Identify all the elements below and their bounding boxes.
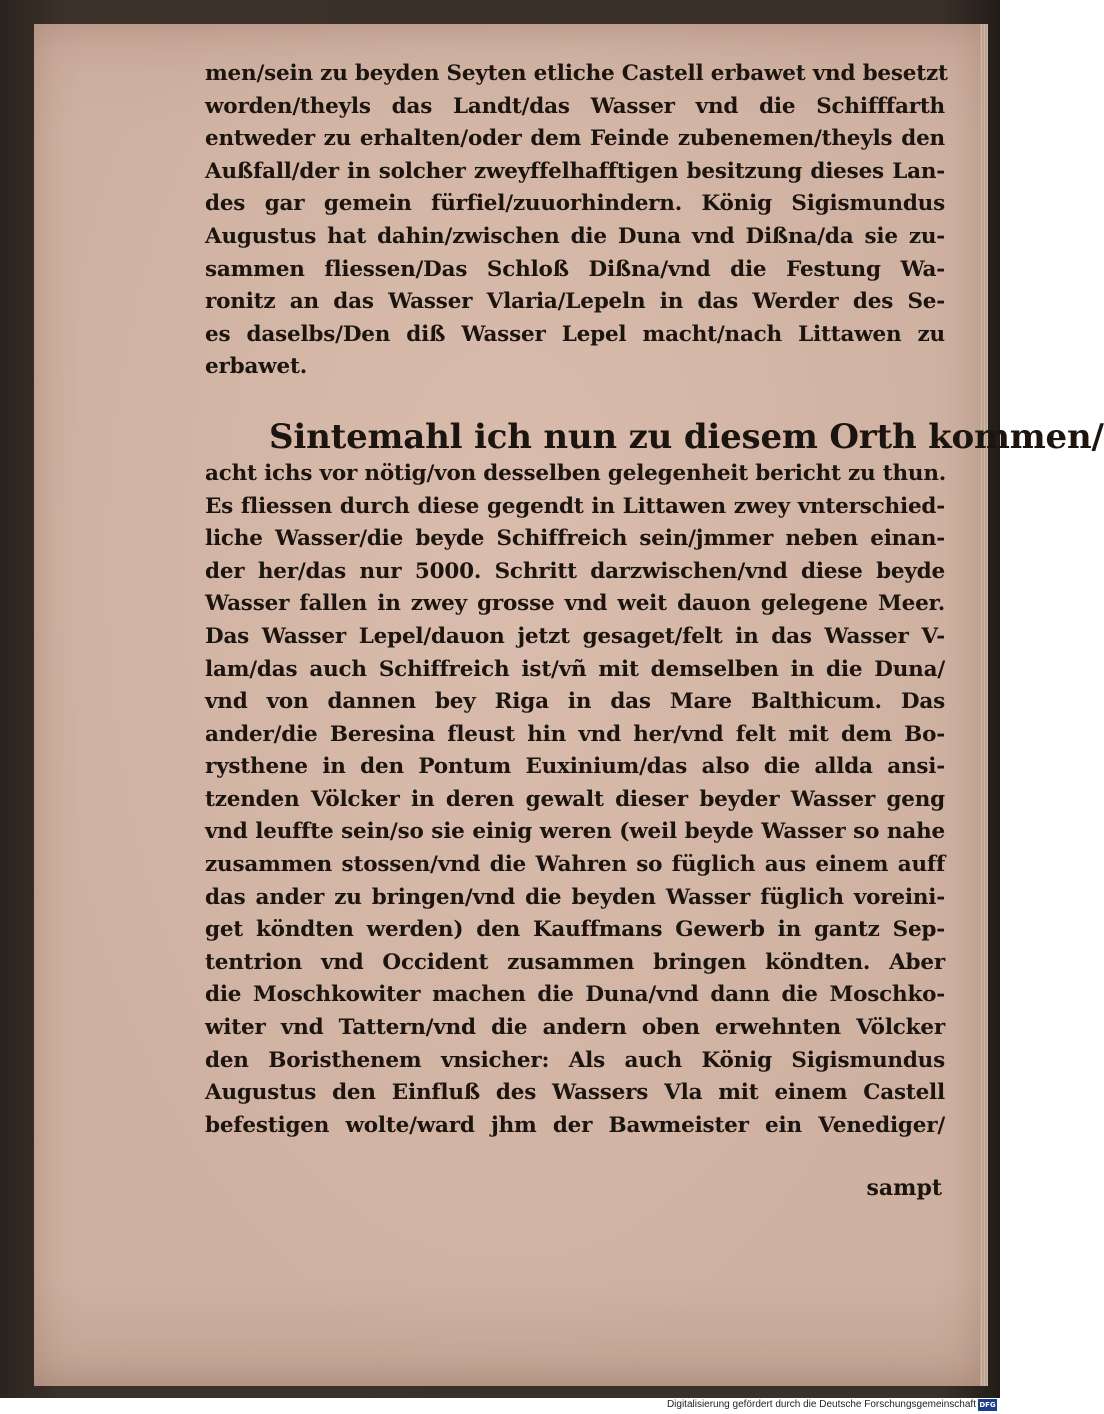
text-line: acht ichs vor nötig/von desselben gelegenheit bericht zu thun. (205, 460, 947, 486)
text-line: befestigen wolte/ward jhm der Bawmeister ein Venediger/ (205, 1112, 945, 1138)
text-line: vnd von dannen bey Riga in das Mare Balthicum. Das (205, 689, 945, 715)
text-line: sammen fliessen/Das Schloß Dißna/vnd die Festung Wa- (205, 256, 945, 282)
text-line: ronitz an das Wasser Vlaria/Lepeln in das Werder des Se- (205, 289, 945, 315)
page-edge (980, 24, 988, 1386)
text-line: worden/theyls das Landt/das Wasser vnd die Schifffarth (205, 93, 945, 119)
text-line: lam/das auch Schiffreich ist/vñ mit demselben in die Duna/ (205, 656, 945, 682)
text-line: men/sein zu beyden Seyten etliche Castell erbawet vnd besetzt (205, 61, 948, 86)
text-line: ander/die Beresina fleust hin vnd her/vnd felt mit dem Bo- (205, 721, 945, 747)
text-line: der her/das nur 5000. Schritt darzwischen/vnd diese beyde (205, 558, 945, 584)
text-line: entweder zu erhalten/oder dem Feinde zubenemen/theyls den (205, 126, 945, 152)
text-line: rysthene in den Pontum Euxinium/das also die allda ansi- (205, 754, 945, 780)
text-line: Augustus den Einfluß des Wassers Vla mit einem Castell (205, 1080, 945, 1106)
text-line: Augustus hat dahin/zwischen die Duna vnd Dißna/da sie zu- (205, 223, 945, 249)
text-line: witer vnd Tattern/vnd die andern oben erwehnten Völcker (205, 1015, 945, 1041)
paragraph-2 (205, 414, 1104, 1142)
funding-credit: Digitalisierung gefördert durch die Deutsche Forschungsgemeinschaft (666, 1399, 976, 1410)
text-line: tzenden Völcker in deren gewalt dieser beyder Wasser geng (205, 786, 945, 812)
paragraph-1 (205, 58, 948, 384)
text-line: tentrion vnd Occident zusammen bringen köndten. Aber (205, 949, 945, 975)
text-line: Außfall/der in solcher zweyffelhafftigen besitzung dieses Lan- (205, 158, 945, 184)
text-line: Wasser fallen in zwey grosse vnd weit dauon gelegene Meer. (205, 591, 945, 617)
page-text (205, 58, 1104, 1142)
text-line: Das Wasser Lepel/dauon jetzt gesaget/felt in das Wasser V- (205, 623, 945, 649)
dfg-logo-icon: DFG (979, 1401, 996, 1409)
text-line: erbawet. (205, 354, 307, 380)
text-line: liche Wasser/die beyde Schiffreich sein/jmmer neben einan- (205, 526, 945, 552)
paragraph-opening-line: Sintemahl ich nun zu diesem Orth kommen/ (269, 416, 1104, 457)
text-line: vnd leuffte sein/so sie einig weren (weil beyde Wasser so nahe (205, 819, 945, 845)
text-line: die Moschkowiter machen die Duna/vnd dann die Moschko- (205, 982, 945, 1008)
text-line: get köndten werden) den Kauffmans Gewerb in gantz Sep- (205, 917, 945, 943)
text-line: Es fliessen durch diese gegendt in Littawen zwey vnterschied- (205, 493, 945, 519)
text-line: zusammen stossen/vnd die Wahren so füglich aus einem auff (205, 852, 945, 878)
catchword: sampt (866, 1175, 942, 1201)
text-line: es daselbs/Den diß Wasser Lepel macht/nach Littawen zu (205, 321, 945, 347)
text-line: den Boristhenem vnsicher: Als auch König Sigismundus (205, 1047, 945, 1073)
text-line: das ander zu bringen/vnd die beyden Wasser füglich voreini- (205, 884, 945, 910)
text-line: des gar gemein fürfiel/zuuorhindern. König Sigismundus (205, 191, 945, 217)
